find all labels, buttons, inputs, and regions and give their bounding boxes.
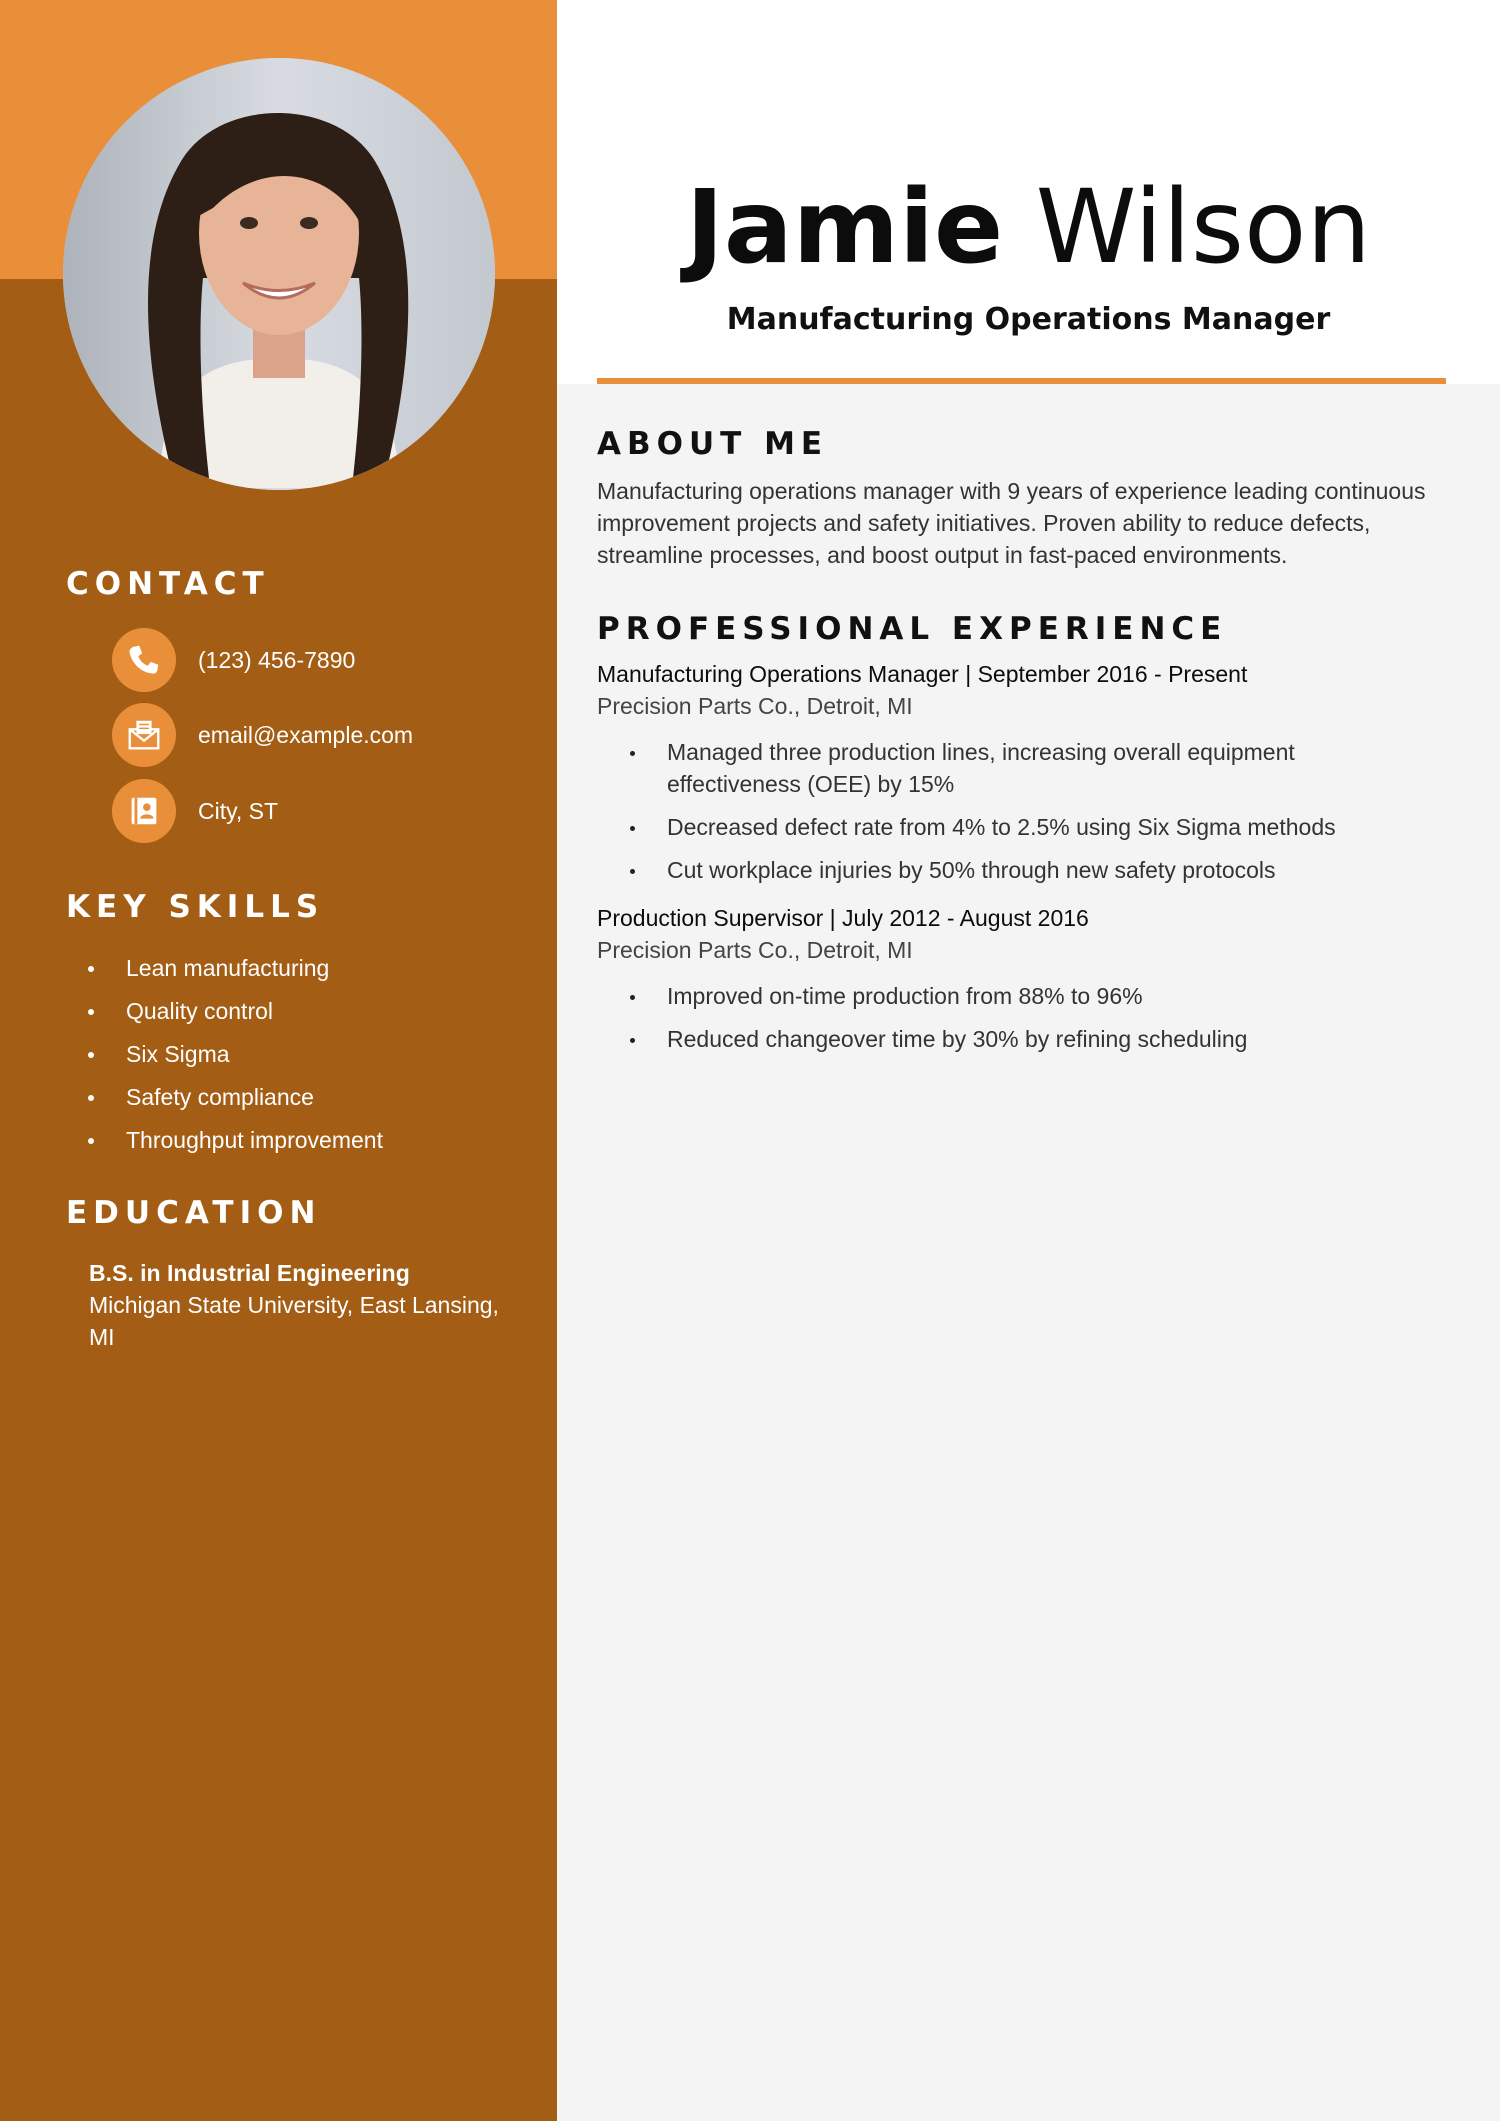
list-item: Safety compliance — [88, 1079, 383, 1122]
education-degree: B.S. in Industrial Engineering — [89, 1260, 410, 1286]
list-item: Six Sigma — [88, 1036, 383, 1079]
contact-email — [112, 703, 413, 767]
full-name — [557, 168, 1500, 288]
job-title-line: Manufacturing Operations Manager | September 2016 - Present — [597, 661, 1248, 687]
list-item: Managed three production lines, increasing overall equipment effectiveness (OEE) by 15% — [630, 736, 1430, 800]
job-bullets — [630, 736, 1430, 897]
list-item: Quality control — [88, 993, 383, 1036]
contact-phone — [112, 628, 355, 692]
list-item: Lean manufacturing — [88, 950, 383, 993]
header-divider — [597, 378, 1446, 384]
skills-list — [88, 950, 383, 1165]
profile-photo — [63, 58, 495, 490]
job-title-line: Production Supervisor | July 2012 - August 2016 — [597, 905, 1089, 931]
email-text: email@example.com — [198, 721, 414, 748]
list-item: Cut workplace injuries by 50% through new safety protocols — [630, 854, 1430, 886]
phone-text: (123) 456-7890 — [198, 646, 356, 673]
list-item: Throughput improvement — [88, 1122, 383, 1165]
experience-heading: PROFESSIONAL EXPERIENCE — [597, 611, 1228, 647]
first-name: Jamie — [685, 168, 1004, 287]
education-school: Michigan State University, East Lansing, MI — [89, 1292, 499, 1350]
address-text: City, ST — [198, 797, 279, 824]
list-item: Improved on-time production from 88% to 96% — [630, 980, 1430, 1012]
job-company: Precision Parts Co., Detroit, MI — [597, 937, 913, 963]
contact-address — [112, 779, 278, 843]
education-entry — [89, 1257, 529, 1353]
job-bullets — [630, 980, 1430, 1066]
address-icon — [112, 779, 176, 843]
job-company: Precision Parts Co., Detroit, MI — [597, 693, 913, 719]
job-title: Manufacturing Operations Manager — [726, 302, 1331, 337]
about-text: Manufacturing operations manager with 9 years of experience leading continuous improvement projects and safety initiatives. Proven ability to reduce defects, streamline processes, and boost output in fast-paced environments. — [597, 478, 1426, 568]
list-item: Decreased defect rate from 4% to 2.5% using Six Sigma methods — [630, 811, 1430, 843]
contact-heading: CONTACT — [66, 566, 270, 602]
last-name: Wilson — [1035, 168, 1372, 287]
list-item: Reduced changeover time by 30% by refining scheduling — [630, 1023, 1430, 1055]
phone-icon — [112, 628, 176, 692]
about-heading: ABOUT ME — [597, 426, 829, 462]
education-heading: EDUCATION — [66, 1195, 322, 1231]
skills-heading: KEY SKILLS — [66, 889, 325, 925]
email-icon — [112, 703, 176, 767]
